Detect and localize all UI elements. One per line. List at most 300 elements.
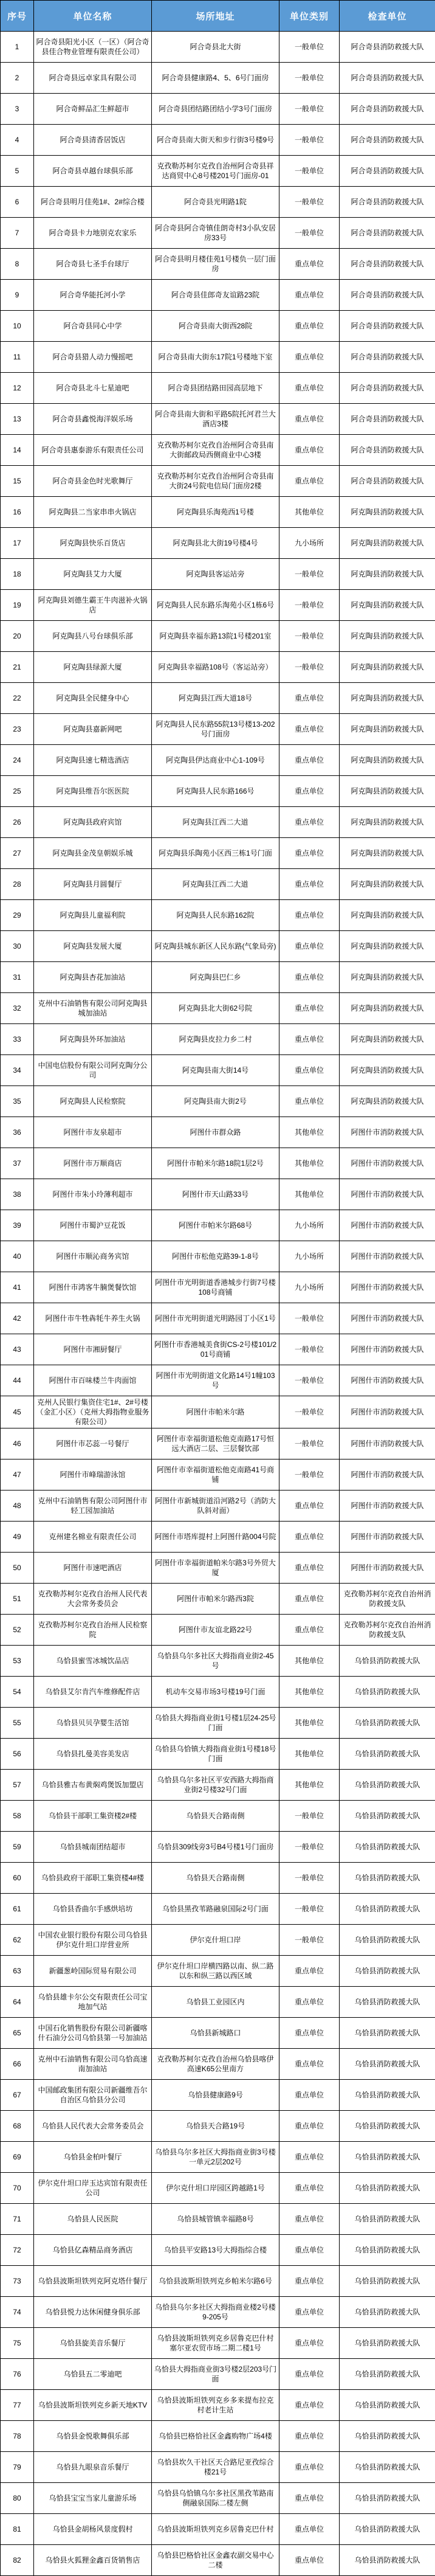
table-row xyxy=(1,559,435,590)
table-row xyxy=(1,249,435,280)
cell-name: 阿图什市速吧酒店 xyxy=(34,1553,152,1584)
cell-category: 其他单位 xyxy=(279,1708,340,1739)
cell-inspector: 阿合奇县消防救援大队 xyxy=(340,466,435,497)
cell-category: 重点单位 xyxy=(279,435,340,466)
cell-seq: 67 xyxy=(1,2080,34,2111)
cell-inspector: 乌恰县消防救援大队 xyxy=(340,1677,435,1708)
cell-name: 乌恰县艾尔肯汽车维修配件店 xyxy=(34,1677,152,1708)
cell-category: 其他单位 xyxy=(279,1770,340,1801)
cell-category: 重点单位 xyxy=(279,900,340,931)
cell-address: 阿克陶县皮拉力乡二村 xyxy=(152,1024,279,1055)
table-row xyxy=(1,1428,435,1459)
table-row xyxy=(1,590,435,621)
cell-seq: 78 xyxy=(1,2421,34,2452)
cell-category: 重点单位 xyxy=(279,466,340,497)
header-cell-name: 单位名称 xyxy=(34,1,152,32)
header-row xyxy=(1,1,435,32)
cell-inspector: 阿图什市消防救援大队 xyxy=(340,1491,435,1522)
cell-inspector: 阿图什市消防救援大队 xyxy=(340,1334,435,1365)
table-row xyxy=(1,1739,435,1770)
cell-name: 阿合奇县卓越台球俱乐部 xyxy=(34,156,152,187)
cell-address: 阿克陶县南大街14号 xyxy=(152,1055,279,1086)
cell-inspector: 阿克陶县消防救援大队 xyxy=(340,1024,435,1055)
cell-name: 阿合奇县惠泰游乐有限责任公司 xyxy=(34,435,152,466)
cell-inspector: 乌恰县消防救援大队 xyxy=(340,2204,435,2235)
cell-name: 乌恰县金柏叶餐厅 xyxy=(34,2142,152,2173)
cell-address: 阿图什市松他克路39-1-8号 xyxy=(152,1241,279,1272)
cell-inspector: 乌恰县消防救援大队 xyxy=(340,2235,435,2266)
table-row xyxy=(1,1770,435,1801)
cell-address: 乌恰县巴格恰社区金鑫农副交易中心二楼 xyxy=(152,2545,279,2576)
cell-name: 阿合奇华能托河小学 xyxy=(34,280,152,311)
cell-category: 重点单位 xyxy=(279,1491,340,1522)
cell-category: 九小场所 xyxy=(279,1241,340,1272)
cell-seq: 34 xyxy=(1,1055,34,1086)
cell-inspector: 乌恰县消防救援大队 xyxy=(340,1925,435,1956)
cell-name: 阿图什市芯蕊一号餐厅 xyxy=(34,1428,152,1459)
cell-address: 阿克陶县南大街2号 xyxy=(152,1086,279,1117)
cell-seq: 76 xyxy=(1,2359,34,2390)
table-row xyxy=(1,1584,435,1615)
cell-seq: 25 xyxy=(1,776,34,807)
cell-name: 阿合奇县明月佳苑1#、2#综合楼 xyxy=(34,187,152,218)
cell-category: 重点单位 xyxy=(279,2173,340,2204)
table-row xyxy=(1,2359,435,2390)
cell-inspector: 阿合奇县消防救援大队 xyxy=(340,125,435,156)
cell-category: 重点单位 xyxy=(279,1615,340,1646)
cell-name: 阿合奇县同心中学 xyxy=(34,311,152,342)
table-row xyxy=(1,342,435,373)
table-row xyxy=(1,621,435,652)
cell-address: 阿图什市光明街道光明路园丁小区1号 xyxy=(152,1303,279,1334)
cell-category: 重点单位 xyxy=(279,2018,340,2049)
table-row xyxy=(1,2390,435,2421)
cell-address: 乌恰县波斯坦铁列克乡居鲁克巴什村塞尔亚农贸市场二期二楼1号 xyxy=(152,2328,279,2359)
table-row xyxy=(1,2049,435,2080)
cell-address: 克孜勒苏柯尔克孜自治州阿合奇县祥达商贸中心8号楼201号门面房-01 xyxy=(152,156,279,187)
cell-inspector: 阿克陶县消防救援大队 xyxy=(340,652,435,683)
cell-address: 阿图什市光明街道文化路14号1幢103号 xyxy=(152,1365,279,1396)
cell-seq: 7 xyxy=(1,218,34,249)
cell-address: 乌恰县309线旁3号B4号楼1号门面房 xyxy=(152,1832,279,1863)
cell-seq: 81 xyxy=(1,2514,34,2545)
cell-seq: 68 xyxy=(1,2111,34,2142)
cell-inspector: 阿图什市消防救援大队 xyxy=(340,1148,435,1179)
cell-seq: 19 xyxy=(1,590,34,621)
cell-seq: 79 xyxy=(1,2452,34,2483)
cell-inspector: 乌恰县消防救援大队 xyxy=(340,2173,435,2204)
table-row xyxy=(1,1055,435,1086)
cell-category: 一般单位 xyxy=(279,1894,340,1925)
cell-category: 其他单位 xyxy=(279,1117,340,1148)
cell-name: 中国农业银行股份有限公司乌恰县伊尔克什坦口岸营业所 xyxy=(34,1925,152,1956)
cell-inspector: 乌恰县消防救援大队 xyxy=(340,1708,435,1739)
cell-address: 乌恰县城管镇幸福路8号 xyxy=(152,2204,279,2235)
cell-category: 重点单位 xyxy=(279,1086,340,1117)
cell-inspector: 乌恰县消防救援大队 xyxy=(340,1956,435,1987)
cell-category: 一般单位 xyxy=(279,559,340,590)
cell-name: 阿克陶县外环加油站 xyxy=(34,1024,152,1055)
cell-address: 阿图什市帕米尔路西3院 xyxy=(152,1584,279,1615)
cell-address: 阿克陶县客运站旁 xyxy=(152,559,279,590)
table-row xyxy=(1,63,435,94)
table-row xyxy=(1,1491,435,1522)
cell-name: 乌恰县悦力达休闲健身俱乐部 xyxy=(34,2297,152,2328)
cell-inspector: 乌恰县消防救援大队 xyxy=(340,2421,435,2452)
cell-name: 阿图什市朱小玲薄利超市 xyxy=(34,1179,152,1210)
table-row xyxy=(1,311,435,342)
table-row xyxy=(1,900,435,931)
cell-address: 乌恰县工业园区内 xyxy=(152,1987,279,2018)
cell-address: 乌恰县波斯坦铁列克乡帕米尔路6号 xyxy=(152,2266,279,2297)
cell-name: 阿克陶县八号台球俱乐部 xyxy=(34,621,152,652)
table-row xyxy=(1,1708,435,1739)
cell-category: 重点单位 xyxy=(279,962,340,993)
cell-address: 阿图什市香港城美食街CS-2号楼101/201号商铺 xyxy=(152,1334,279,1365)
cell-seq: 44 xyxy=(1,1365,34,1396)
cell-inspector: 阿合奇县消防救援大队 xyxy=(340,311,435,342)
cell-address: 阿图什市友谊北路22号 xyxy=(152,1615,279,1646)
cell-seq: 39 xyxy=(1,1210,34,1241)
cell-name: 克州中石油销售有限公司阿克陶县城加油站 xyxy=(34,993,152,1024)
cell-seq: 13 xyxy=(1,404,34,435)
cell-name: 克州中石油销售有限公司乌恰高速南加油站 xyxy=(34,2049,152,2080)
cell-name: 阿图什市友泉超市 xyxy=(34,1117,152,1148)
cell-inspector: 阿图什市消防救援大队 xyxy=(340,1522,435,1553)
cell-name: 阿克陶县政府宾馆 xyxy=(34,807,152,838)
cell-inspector: 阿克陶县消防救援大队 xyxy=(340,528,435,559)
cell-inspector: 阿克陶县消防救援大队 xyxy=(340,962,435,993)
cell-seq: 52 xyxy=(1,1615,34,1646)
table-row xyxy=(1,94,435,125)
cell-seq: 62 xyxy=(1,1925,34,1956)
cell-category: 一般单位 xyxy=(279,63,340,94)
cell-name: 阿克陶县嘉新网吧 xyxy=(34,714,152,745)
cell-seq: 58 xyxy=(1,1801,34,1832)
cell-address: 乌恰县平安路13号大拇指综合楼 xyxy=(152,2235,279,2266)
cell-name: 乌恰县波斯坦铁列克阿克塔什餐厅 xyxy=(34,2266,152,2297)
cell-name: 阿克陶县快乐百货店 xyxy=(34,528,152,559)
cell-inspector: 乌恰县消防救援大队 xyxy=(340,2514,435,2545)
cell-address: 阿合奇县团结路田园高层地下 xyxy=(152,373,279,404)
cell-inspector: 阿合奇县消防救援大队 xyxy=(340,342,435,373)
table-row xyxy=(1,1086,435,1117)
table-row xyxy=(1,2142,435,2173)
cell-name: 阿合奇县金色时光歌舞厅 xyxy=(34,466,152,497)
cell-seq: 55 xyxy=(1,1708,34,1739)
cell-address: 阿图什市幸福街道松他克南路41号商铺 xyxy=(152,1459,279,1491)
cell-name: 乌恰县香曲尔手感烘培坊 xyxy=(34,1894,152,1925)
cell-category: 其他单位 xyxy=(279,497,340,528)
cell-address: 阿图什市帕米尔路18院1层2号 xyxy=(152,1148,279,1179)
cell-inspector: 阿克陶县消防救援大队 xyxy=(340,621,435,652)
cell-address: 乌恰县新城路口 xyxy=(152,2018,279,2049)
cell-inspector: 乌恰县消防救援大队 xyxy=(340,2049,435,2080)
cell-inspector: 阿克陶县消防救援大队 xyxy=(340,559,435,590)
cell-seq: 56 xyxy=(1,1739,34,1770)
cell-address: 乌恰县乌尔多社区平安西路大拇指商业街2号楼32号门面 xyxy=(152,1770,279,1801)
cell-inspector: 乌恰县消防救援大队 xyxy=(340,2266,435,2297)
cell-inspector: 阿克陶县消防救援大队 xyxy=(340,838,435,869)
table-row xyxy=(1,1241,435,1272)
cell-inspector: 克孜勒苏柯尔克孜自治州消防救援支队 xyxy=(340,1615,435,1646)
cell-name: 乌恰县亿森精品商务酒店 xyxy=(34,2235,152,2266)
cell-address: 阿图什市光明街道香港城步行街7号楼108号商铺 xyxy=(152,1272,279,1303)
cell-seq: 73 xyxy=(1,2266,34,2297)
cell-category: 重点单位 xyxy=(279,373,340,404)
table-row xyxy=(1,2018,435,2049)
cell-address: 阿合奇县阿合奇镇佳朗奇村3小队安居房33号 xyxy=(152,218,279,249)
cell-name: 阿图什市万顺商店 xyxy=(34,1148,152,1179)
cell-category: 九小场所 xyxy=(279,528,340,559)
cell-seq: 43 xyxy=(1,1334,34,1365)
cell-seq: 48 xyxy=(1,1491,34,1522)
cell-category: 重点单位 xyxy=(279,311,340,342)
table-row xyxy=(1,2111,435,2142)
cell-seq: 23 xyxy=(1,714,34,745)
cell-seq: 8 xyxy=(1,249,34,280)
cell-address: 阿图什市天山路33号 xyxy=(152,1179,279,1210)
cell-category: 重点单位 xyxy=(279,1553,340,1584)
cell-name: 阿图什市百味楼兰牛肉面馆 xyxy=(34,1365,152,1396)
cell-seq: 41 xyxy=(1,1272,34,1303)
table-row xyxy=(1,714,435,745)
cell-name: 克孜勒苏柯尔克孜自治州人民检察院 xyxy=(34,1615,152,1646)
table-row xyxy=(1,1894,435,1925)
cell-seq: 26 xyxy=(1,807,34,838)
cell-category: 一般单位 xyxy=(279,1832,340,1863)
cell-seq: 35 xyxy=(1,1086,34,1117)
cell-category: 重点单位 xyxy=(279,714,340,745)
cell-seq: 50 xyxy=(1,1553,34,1584)
cell-category: 一般单位 xyxy=(279,32,340,63)
cell-name: 阿克陶县刘德生霸王牛肉滋补火锅店 xyxy=(34,590,152,621)
cell-address: 乌恰县健康路9号 xyxy=(152,2080,279,2111)
cell-inspector: 阿图什市消防救援大队 xyxy=(340,1303,435,1334)
cell-inspector: 乌恰县消防救援大队 xyxy=(340,2297,435,2328)
table-row xyxy=(1,1522,435,1553)
table-row xyxy=(1,2266,435,2297)
cell-seq: 80 xyxy=(1,2483,34,2514)
cell-inspector: 乌恰县消防救援大队 xyxy=(340,1987,435,2018)
cell-seq: 3 xyxy=(1,94,34,125)
table-row xyxy=(1,2297,435,2328)
cell-category: 重点单位 xyxy=(279,931,340,962)
cell-category: 一般单位 xyxy=(279,652,340,683)
table-row xyxy=(1,838,435,869)
cell-address: 阿图什市幸福街道帕米尔路3号外贸大厦 xyxy=(152,1553,279,1584)
cell-seq: 27 xyxy=(1,838,34,869)
table-row xyxy=(1,2514,435,2545)
cell-name: 阿合奇县阳光小区（一区）（阿合奇县佳合物业管理有限责任公司） xyxy=(34,32,152,63)
table-row xyxy=(1,466,435,497)
cell-inspector: 乌恰县消防救援大队 xyxy=(340,2111,435,2142)
cell-address: 乌恰县乌尔多社区大拇指商业楼2号楼9-205号 xyxy=(152,2297,279,2328)
cell-name: 乌恰县贝贝孕婴生活馆 xyxy=(34,1708,152,1739)
cell-inspector: 阿克陶县消防救援大队 xyxy=(340,683,435,714)
cell-address: 乌恰县波斯坦铁列克乡多来提布拉克村老计生站 xyxy=(152,2390,279,2421)
cell-seq: 82 xyxy=(1,2545,34,2576)
cell-seq: 63 xyxy=(1,1956,34,1987)
cell-address: 伊尔克什坦口岸园区跨越路1号 xyxy=(152,2173,279,2204)
cell-category: 重点单位 xyxy=(279,404,340,435)
table-row xyxy=(1,869,435,900)
table-row xyxy=(1,1396,435,1428)
cell-category: 重点单位 xyxy=(279,2328,340,2359)
cell-address: 乌恰县黑孜苇路融泉国际2号门面 xyxy=(152,1894,279,1925)
table-row xyxy=(1,1615,435,1646)
cell-name: 阿克陶县全民健身中心 xyxy=(34,683,152,714)
cell-inspector: 阿克陶县消防救援大队 xyxy=(340,776,435,807)
cell-category: 重点单位 xyxy=(279,2266,340,2297)
table-row xyxy=(1,1832,435,1863)
cell-seq: 46 xyxy=(1,1428,34,1459)
header-cell-seq: 序号 xyxy=(1,1,34,32)
cell-category: 其他单位 xyxy=(279,1739,340,1770)
cell-category: 重点单位 xyxy=(279,342,340,373)
cell-address: 阿合奇县南大街西28院 xyxy=(152,311,279,342)
cell-category: 重点单位 xyxy=(279,2080,340,2111)
table-row xyxy=(1,1365,435,1396)
cell-address: 阿合奇县南大街东17院1号楼地下室 xyxy=(152,342,279,373)
cell-address: 克孜勒苏柯尔克孜自治州乌恰县喀伊高速K65公里南方 xyxy=(152,2049,279,2080)
cell-address: 阿克陶县幸福东路13院1号楼201室 xyxy=(152,621,279,652)
cell-name: 阿克陶县月圆餐厅 xyxy=(34,869,152,900)
table-row xyxy=(1,2421,435,2452)
cell-inspector: 乌恰县消防救援大队 xyxy=(340,2018,435,2049)
cell-category: 重点单位 xyxy=(279,2049,340,2080)
cell-seq: 37 xyxy=(1,1148,34,1179)
cell-name: 阿图什市蜀沪豆花饭 xyxy=(34,1210,152,1241)
cell-inspector: 阿合奇县消防救援大队 xyxy=(340,32,435,63)
cell-address: 阿克陶县城东新区人民东路(气象局旁) xyxy=(152,931,279,962)
cell-inspector: 阿图什市消防救援大队 xyxy=(340,1459,435,1491)
cell-address: 阿克陶县乐淘苑西1号楼 xyxy=(152,497,279,528)
cell-category: 其他单位 xyxy=(279,1179,340,1210)
cell-inspector: 阿合奇县消防救援大队 xyxy=(340,280,435,311)
cell-inspector: 乌恰县消防救援大队 xyxy=(340,2545,435,2576)
cell-inspector: 阿克陶县消防救援大队 xyxy=(340,807,435,838)
cell-category: 重点单位 xyxy=(279,1055,340,1086)
cell-seq: 36 xyxy=(1,1117,34,1148)
cell-name: 克州人民银行集资住宅1#、2#号楼（金汇小区）（克州大拇指物业服务有限公司） xyxy=(34,1396,152,1428)
table-row xyxy=(1,125,435,156)
cell-name: 伊尔克什坦口岸玉达宾馆有限责任公司 xyxy=(34,2173,152,2204)
cell-address: 阿合奇县团结路团结小学3号门面房 xyxy=(152,94,279,125)
cell-seq: 57 xyxy=(1,1770,34,1801)
cell-inspector: 阿合奇县消防救援大队 xyxy=(340,94,435,125)
cell-category: 重点单位 xyxy=(279,2452,340,2483)
cell-name: 阿合奇县七圣手台球厅 xyxy=(34,249,152,280)
cell-category: 重点单位 xyxy=(279,776,340,807)
table-row xyxy=(1,1117,435,1148)
cell-seq: 72 xyxy=(1,2235,34,2266)
cell-inspector: 乌恰县消防救援大队 xyxy=(340,1739,435,1770)
table-row xyxy=(1,962,435,993)
cell-seq: 42 xyxy=(1,1303,34,1334)
cell-address: 克孜勒苏柯尔克孜自治州阿合奇县南大街24号院电信局门面房2楼 xyxy=(152,466,279,497)
cell-address: 乌恰县天合路19号 xyxy=(152,2111,279,2142)
table-row xyxy=(1,1272,435,1303)
cell-inspector: 阿图什市消防救援大队 xyxy=(340,1272,435,1303)
cell-name: 乌恰县宝宝当家儿童游乐场 xyxy=(34,2483,152,2514)
cell-seq: 22 xyxy=(1,683,34,714)
cell-category: 重点单位 xyxy=(279,2235,340,2266)
cell-name: 乌恰县波斯坦铁列克乡新天地KTV xyxy=(34,2390,152,2421)
table-row xyxy=(1,2204,435,2235)
cell-seq: 16 xyxy=(1,497,34,528)
cell-inspector: 阿图什市消防救援大队 xyxy=(340,1179,435,1210)
cell-category: 其他单位 xyxy=(279,1677,340,1708)
cell-address: 机动车交易市场3号楼19号门面 xyxy=(152,1677,279,1708)
cell-inspector: 克孜勒苏柯尔克孜自治州消防救援支队 xyxy=(340,1584,435,1615)
table-row xyxy=(1,745,435,776)
cell-address: 乌恰县大拇指商业街1号楼1层24-25号门面 xyxy=(152,1708,279,1739)
cell-category: 其他单位 xyxy=(279,1148,340,1179)
cell-inspector: 阿合奇县消防救援大队 xyxy=(340,218,435,249)
cell-seq: 15 xyxy=(1,466,34,497)
cell-address: 阿克陶县幸福路108号（客运站旁） xyxy=(152,652,279,683)
cell-name: 乌恰县雄卡尔公交有限责任公司宝地加气站 xyxy=(34,1987,152,2018)
cell-inspector: 阿克陶县消防救援大队 xyxy=(340,714,435,745)
cell-category: 重点单位 xyxy=(279,2545,340,2576)
cell-inspector: 阿图什市消防救援大队 xyxy=(340,1428,435,1459)
cell-seq: 28 xyxy=(1,869,34,900)
cell-name: 阿克陶县发展大厦 xyxy=(34,931,152,962)
cell-inspector: 乌恰县消防救援大队 xyxy=(340,1894,435,1925)
cell-seq: 11 xyxy=(1,342,34,373)
cell-address: 阿克陶县北大街19号楼4号 xyxy=(152,528,279,559)
cell-category: 重点单位 xyxy=(279,1956,340,1987)
cell-address: 阿图什市群众路 xyxy=(152,1117,279,1148)
cell-name: 乌恰县政府干部职工集资楼4#楼 xyxy=(34,1863,152,1894)
cell-category: 一般单位 xyxy=(279,1334,340,1365)
cell-address: 阿克陶县江西二大道 xyxy=(152,807,279,838)
cell-category: 九小场所 xyxy=(279,1210,340,1241)
cell-inspector: 阿合奇县消防救援大队 xyxy=(340,63,435,94)
cell-inspector: 阿图什市消防救援大队 xyxy=(340,1396,435,1428)
cell-inspector: 乌恰县消防救援大队 xyxy=(340,1770,435,1801)
table-row xyxy=(1,1925,435,1956)
table-row xyxy=(1,187,435,218)
cell-address: 阿合奇县南大街天和步行街3号楼9号 xyxy=(152,125,279,156)
table-row xyxy=(1,2483,435,2514)
cell-address: 阿克陶县乐陶苑小区西三栋1号门面 xyxy=(152,838,279,869)
table-row xyxy=(1,218,435,249)
cell-inspector: 乌恰县消防救援大队 xyxy=(340,1863,435,1894)
cell-name: 乌恰县九眼泉音乐餐厅 xyxy=(34,2452,152,2483)
cell-seq: 77 xyxy=(1,2390,34,2421)
cell-inspector: 阿合奇县消防救援大队 xyxy=(340,249,435,280)
cell-category: 一般单位 xyxy=(279,94,340,125)
cell-name: 阿图什市牛牲犇牦牛养生火锅 xyxy=(34,1303,152,1334)
cell-address: 阿图什市帕米尔路68号 xyxy=(152,1210,279,1241)
cell-name: 阿克陶县金茂皇朝娱乐城 xyxy=(34,838,152,869)
header-cell-address: 场所地址 xyxy=(152,1,279,32)
cell-inspector: 阿克陶县消防救援大队 xyxy=(340,900,435,931)
cell-address: 伊尔克什坦口岸 xyxy=(152,1925,279,1956)
cell-name: 乌恰县人民代表大会常务委员会 xyxy=(34,2111,152,2142)
cell-seq: 18 xyxy=(1,559,34,590)
cell-inspector: 阿克陶县消防救援大队 xyxy=(340,745,435,776)
cell-category: 重点单位 xyxy=(279,1522,340,1553)
table-row xyxy=(1,1956,435,1987)
cell-name: 乌恰县金胡杨风景度假村 xyxy=(34,2514,152,2545)
cell-category: 一般单位 xyxy=(279,1863,340,1894)
cell-seq: 51 xyxy=(1,1584,34,1615)
cell-name: 阿合奇县远卓家具有限公司 xyxy=(34,63,152,94)
cell-category: 一般单位 xyxy=(279,1365,340,1396)
